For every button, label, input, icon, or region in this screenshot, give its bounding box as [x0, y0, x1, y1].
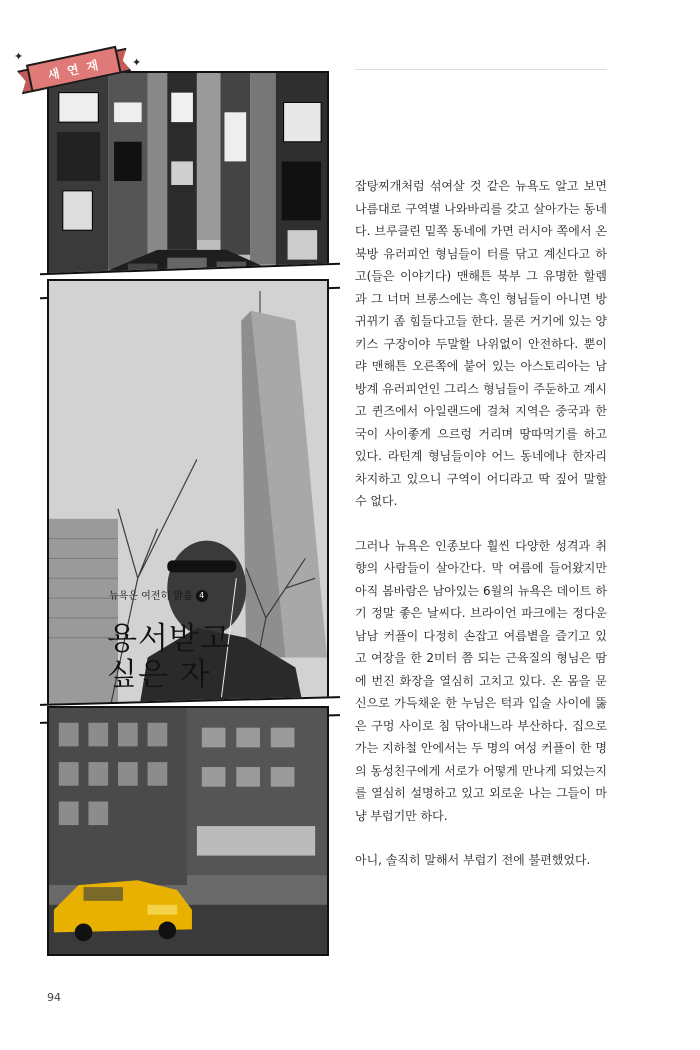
sparkle-icon: ✦: [132, 56, 142, 69]
page-number: 94: [47, 991, 61, 1004]
cover-title: [107, 621, 231, 693]
article-paragraph: 아니, 솔직히 말해서 부럽기 전에 불편했었다.: [355, 853, 591, 867]
article-paragraph: 잡탕찌개처럼 섞여살 것 같은 뉴욕도 알고 보면 나름대로 구역별 나와바리를 갖고 살아가는 동네다. 브루클린 밑쪽 동네에 가면 러시아 쪽에서 온 북방 유러피언 형님들이 터를 닦고 계신다고 하고(들은 이야기다) 맨해튼 북부 그 유명한 할렘과 그 너머 브롱스에는 흑인 형님들이 아니면 방귀뀌기 좀 힘들다고들 한다. 물론 거기에 있는 양키스 구장이야 두말할 나위없이 안전하다. 뿐이랴 맨해튼 오른쪽에 붙어 있는 아스토리아는 남방계 유러피언인 그리스 형님들이 주둔하고 계시고 퀸즈에서 아일랜드에 걸쳐 지역은 중국과 한국이 사이좋게 으르렁 거리며 땅따먹기를 하고 있다. 라틴계 형님들이야 어느 동네에나 한자리 차지하고 있으니 구역이 어디라고 딱 짚어 말할 수 없다.: [355, 179, 607, 508]
series-number: 4: [196, 590, 208, 602]
sparkle-icon: ✦: [14, 50, 24, 63]
cover-title-line-1: 용서받고: [107, 621, 231, 657]
times-square-illustration: [47, 71, 329, 297]
badge-label: 새 연 재: [46, 57, 102, 82]
series-label: [109, 587, 208, 602]
cover-title-line-2: 싶은 자: [107, 657, 211, 693]
article-body: [355, 175, 607, 872]
article-paragraph: 그러나 뉴욕은 인종보다 훨씬 다양한 성격과 취향의 사람들이 살아간다. 막 여름에 들어왔지만 아직 봄바람은 남아있는 6월의 뉴욕은 데이트 하기 정말 좋은 날씨다. 브라이언 파크에는 정다운 남남 커플이 다정히 손잡고 여름볕을 즐기고 있고 여장을 한 2미터 쯤 되는 근육질의 형님은 땀에 번진 화장을 열심히 고치고 있다. 온 몸을 문신으로 가득채운 한 누님은 턱과 입술 사이에 뚫은 구멍 사이로 침 닦아내느라 부산하다. 집으로 가는 지하철 안에서는 두 명의 여성 커플이 한 명의 동성친구에게 서로가 어떻게 만나게 되었는지를 열심히 설명하고 있고 외로운 나는 그들이 마냥 부럽기만 하다.: [355, 538, 607, 823]
photo-collage: [0, 0, 340, 1050]
cover-photo: [47, 279, 329, 719]
top-rule: [355, 69, 607, 70]
series-name: 뉴욕은 여전히 맑음: [109, 591, 193, 602]
street-taxi-photo: [47, 706, 329, 956]
